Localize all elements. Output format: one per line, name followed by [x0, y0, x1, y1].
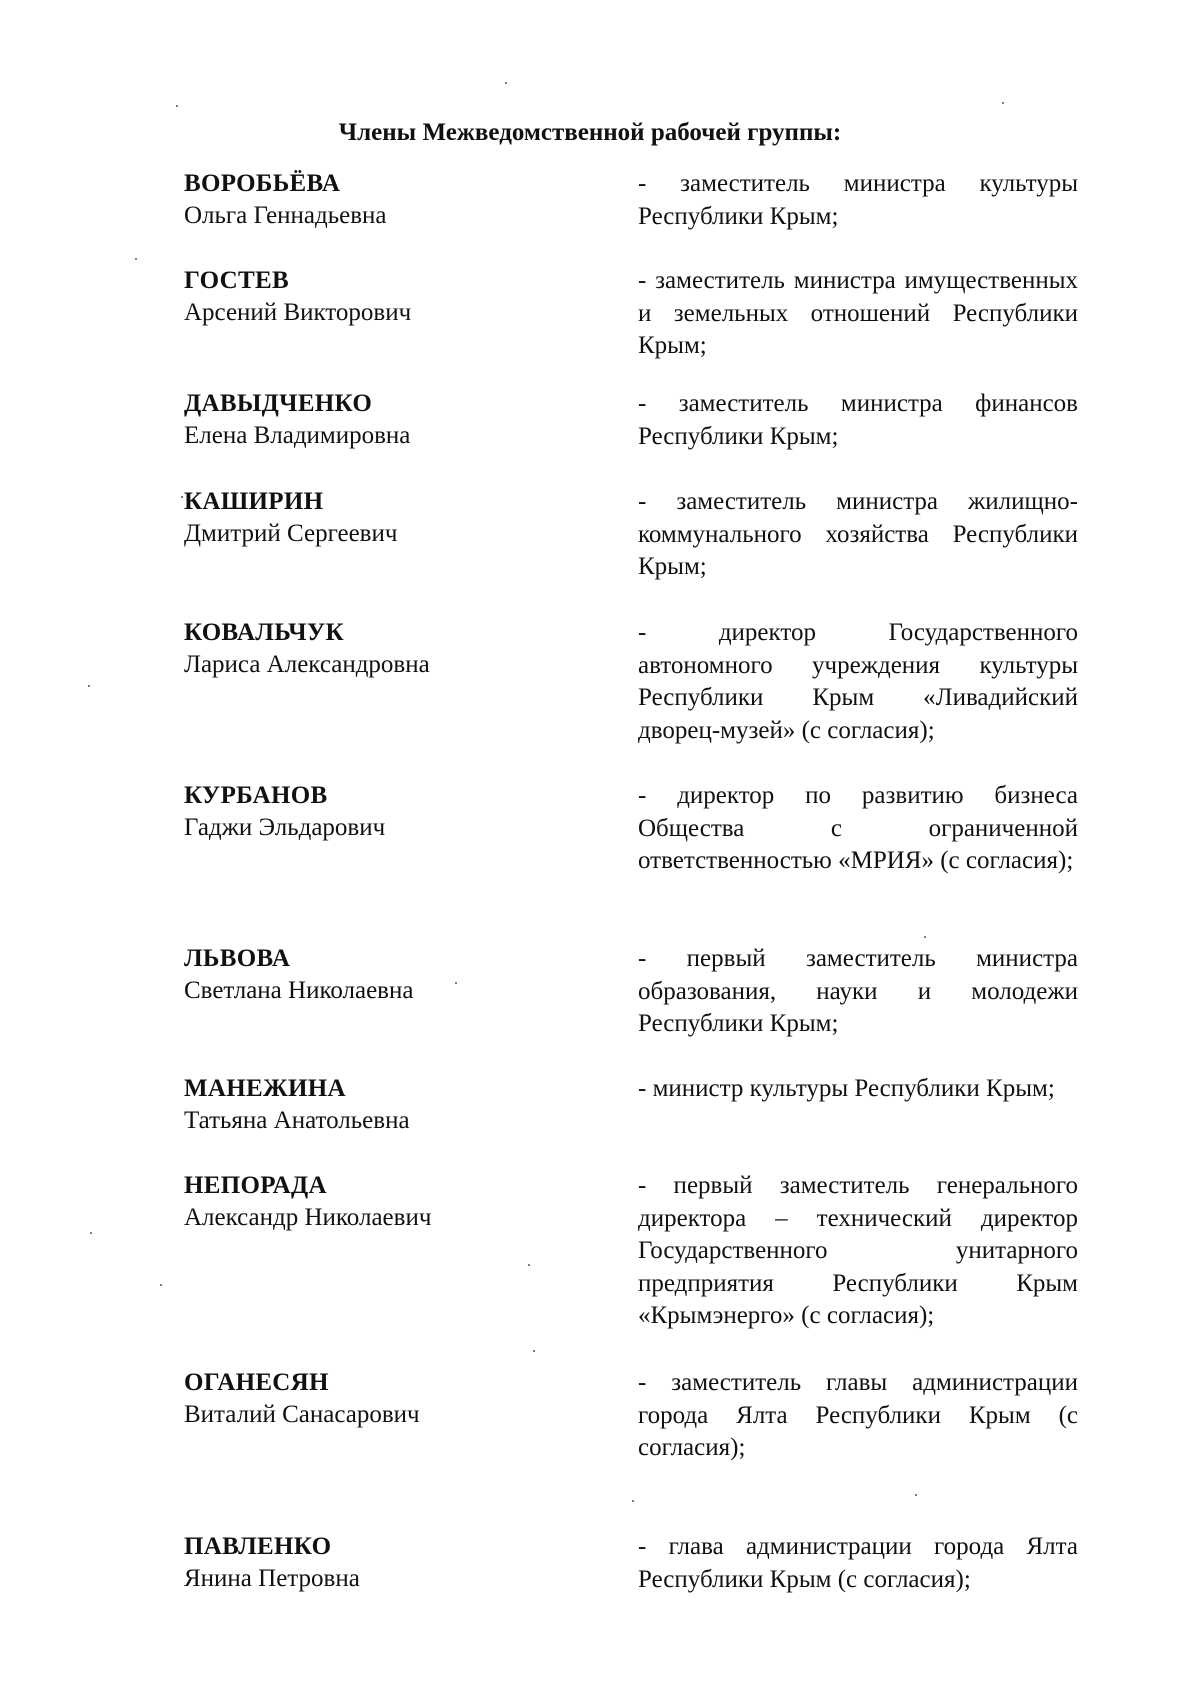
member-name — [184, 1073, 624, 1137]
member-given-names: Татьяна Анатольевна — [184, 1107, 410, 1134]
member-given-names: Гаджи Эльдарович — [184, 814, 386, 841]
scan-speck — [160, 1284, 162, 1286]
scan-speck — [528, 1264, 530, 1266]
member-given-names: Александр Николаевич — [184, 1204, 432, 1231]
member-given-names: Янина Петровна — [184, 1565, 360, 1592]
member-role: - глава администрации города Ялта Республики Крым (с согласия); — [638, 1533, 1078, 1593]
scan-speck — [1002, 102, 1004, 104]
scan-speck — [181, 496, 183, 498]
member-given-names: Дмитрий Сергеевич — [184, 520, 398, 547]
page-heading: Члены Межведомственной рабочей группы: — [338, 119, 842, 146]
member-surname: ВОРОБЬЁВА — [184, 170, 341, 197]
member-surname: ЛЬВОВА — [184, 945, 291, 972]
member-role: - директор Государственного автономного учреждения культуры Республики Крым «Ливадийский дворец-музей» (с согласия); — [638, 619, 1078, 744]
member-given-names: Арсений Викторович — [184, 299, 412, 326]
member-name — [184, 780, 624, 844]
scan-speck — [924, 936, 926, 938]
member-surname: КУРБАНОВ — [184, 782, 328, 809]
member-name — [184, 168, 624, 232]
member-role: - первый заместитель министра образования, науки и молодежи Республики Крым; — [638, 945, 1078, 1037]
member-surname: ОГАНЕСЯН — [184, 1369, 329, 1396]
scan-speck — [915, 1494, 917, 1496]
member-role: - заместитель министра имущественных и земельных отношений Республики Крым; — [638, 267, 1078, 359]
member-surname: НЕПОРАДА — [184, 1172, 327, 1199]
member-role: - заместитель главы администрации города Ялта Республики Крым (с согласия); — [638, 1369, 1078, 1461]
scan-speck — [505, 82, 507, 84]
member-surname: МАНЕЖИНА — [184, 1075, 346, 1102]
member-given-names: Лариса Александровна — [184, 651, 430, 678]
member-given-names: Виталий Санасарович — [184, 1401, 420, 1428]
scan-speck — [176, 105, 178, 107]
scan-speck — [455, 982, 457, 984]
member-name — [184, 1367, 624, 1431]
member-surname: ДАВЫДЧЕНКО — [184, 390, 373, 417]
member-role: - министр культуры Республики Крым; — [638, 1075, 1055, 1102]
member-surname: ПАВЛЕНКО — [184, 1533, 332, 1560]
member-surname: КОВАЛЬЧУК — [184, 619, 344, 646]
scan-speck — [88, 685, 90, 687]
scan-speck — [135, 258, 137, 260]
member-name — [184, 265, 624, 329]
member-name — [184, 486, 624, 550]
scan-speck — [90, 1232, 92, 1234]
member-name — [184, 943, 624, 1007]
member-name — [184, 388, 624, 452]
member-role: - директор по развитию бизнеса Общества с ограниченной ответственностью «МРИЯ» (с согласия); — [638, 782, 1078, 874]
member-role: - заместитель министра культуры Республики Крым; — [638, 170, 1078, 230]
scan-speck — [632, 1500, 634, 1502]
member-name — [184, 1531, 624, 1595]
member-role: - первый заместитель генерального директора – технический директор Государственного унитарного предприятия Республики Крым «Крымэнерго» (с согласия); — [638, 1172, 1078, 1329]
member-name — [184, 617, 624, 681]
scan-speck — [533, 1350, 535, 1352]
member-given-names: Ольга Геннадьевна — [184, 202, 387, 229]
member-surname: КАШИРИН — [184, 488, 324, 515]
member-given-names: Елена Владимировна — [184, 422, 411, 449]
member-name — [184, 1170, 624, 1234]
member-given-names: Светлана Николаевна — [184, 977, 414, 1004]
member-role: - заместитель министра жилищно-коммунального хозяйства Республики Крым; — [638, 488, 1078, 580]
member-surname: ГОСТЕВ — [184, 267, 289, 294]
member-role: - заместитель министра финансов Республики Крым; — [638, 390, 1078, 450]
